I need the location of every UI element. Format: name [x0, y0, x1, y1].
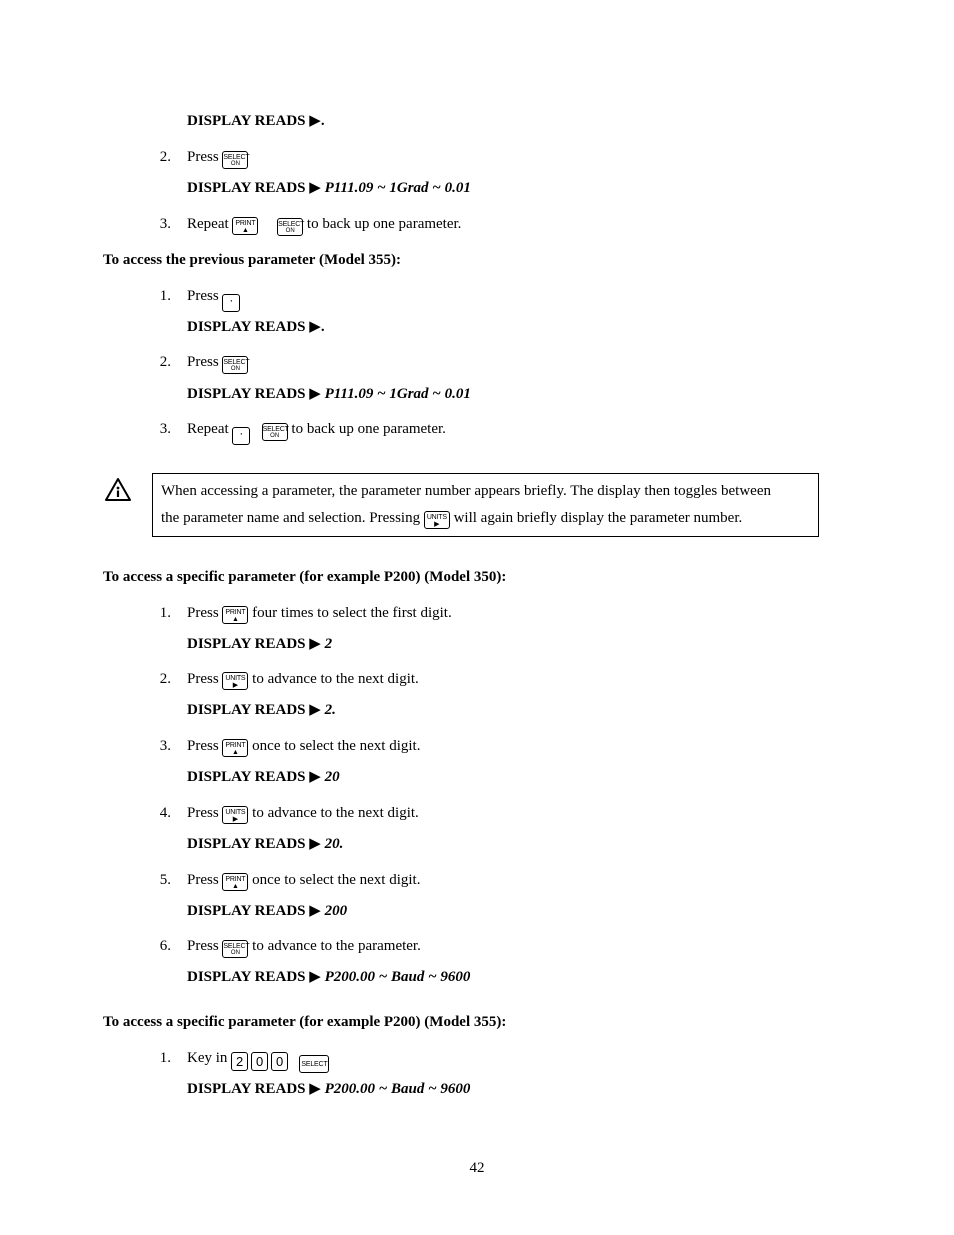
select-key[interactable]: SELECT ON	[222, 151, 248, 169]
display-reads-line: DISPLAY READS ▶ P111.09 ~ 1Grad ~ 0.01	[187, 180, 471, 196]
note-line: When accessing a parameter, the parameter number appears briefly. The display then toggles between	[161, 483, 771, 499]
display-reads-line: DISPLAY READS ▶.	[187, 113, 325, 129]
display-reads-line: DISPLAY READS ▶ 20.	[187, 836, 344, 852]
units-key[interactable]: UNITS ▶	[424, 511, 450, 529]
decimal-point-key[interactable]: ·	[232, 427, 250, 445]
units-key[interactable]: UNITS ▶	[222, 672, 248, 690]
info-warning-icon	[104, 477, 132, 503]
display-reads-line: DISPLAY READS ▶ 2.	[187, 702, 336, 718]
display-reads-line: DISPLAY READS ▶ P111.09 ~ 1Grad ~ 0.01	[187, 386, 471, 402]
select-key[interactable]: SELECT ON	[277, 218, 303, 236]
section-heading: To access a specific parameter (for example P200) (Model 355):	[103, 1014, 507, 1030]
print-key[interactable]: PRINT ▲	[222, 606, 248, 624]
digit-0-key[interactable]: 0	[251, 1052, 268, 1071]
note-line: the parameter name and selection. Pressing UNITS ▶ will again briefly display the parameter number.	[161, 510, 743, 528]
display-reads-line: DISPLAY READS ▶ 2	[187, 636, 333, 652]
digit-2-key[interactable]: 2	[231, 1052, 248, 1071]
display-reads-line: DISPLAY READS ▶ 200	[187, 903, 348, 919]
display-reads-line: DISPLAY READS ▶ 20	[187, 769, 340, 785]
manual-page: DISPLAY READS ▶. 2. Press SELECT ON DISPLAY READS ▶ P111.09 ~ 1Grad ~ 0.01 3. Repeat PRINT ▲ SELECT ON to back up one parameter. To access the previous parameter (Model 355): 1. Press · DISPLAY READS ▶. 2. Press SELECT ON DISPLAY READS ▶ P111.09 ~ 1Grad ~ 0.01 3. Repeat · SELECT ON to back up one parameter. When accessing a parameter, the parameter number appears briefly. The display then toggles between the parameter name and selection. Pressing UNITS ▶ will again briefly display the parameter number. To access a specific parameter (for example P200) (Model 350): 1. Press PRINT ▲ four times to select the first digit. DISPLAY READS ▶ 2 2. Press UNITS ▶ to advance to the next digit. DISPLAY READS ▶ 2. 3. Press PRINT ▲ once to select the next digit. DISPLAY READS ▶ 20 4. Press UNITS ▶ to advance to the next digit. DISPLAY READS ▶ 20. 5. Press PRINT ▲ once to select the next digit. DISPLAY READS ▶ 200 6. Press SELECT ON to advance to the parameter. DISPLAY READS ▶ P200.00 ~ Baud ~ 9600 To access a specific parameter (for example P200) (Model 355): 1. Key in 2 0 0 SELECT DISPLAY READS ▶ P200.00 ~ Baud ~ 9600 42	[0, 0, 954, 1235]
print-key[interactable]: PRINT ▲	[232, 217, 258, 235]
display-reads-line: DISPLAY READS ▶ P200.00 ~ Baud ~ 9600	[187, 1081, 471, 1097]
display-reads-line: DISPLAY READS ▶ P200.00 ~ Baud ~ 9600	[187, 969, 471, 985]
section-heading: To access a specific parameter (for example P200) (Model 350):	[103, 569, 507, 585]
print-key[interactable]: PRINT ▲	[222, 873, 248, 891]
select-key[interactable]: SELECT	[299, 1055, 329, 1073]
page-number: 42	[469, 1160, 485, 1176]
select-key[interactable]: SELECT ON	[262, 423, 288, 441]
info-note-box	[152, 473, 819, 537]
display-reads-line: DISPLAY READS ▶.	[187, 319, 325, 335]
digit-0-key[interactable]: 0	[271, 1052, 288, 1071]
select-key[interactable]: SELECT ON	[222, 356, 248, 374]
select-key[interactable]: SELECT ON	[222, 940, 248, 958]
decimal-point-key[interactable]: ·	[222, 294, 240, 312]
units-key[interactable]: UNITS ▶	[222, 806, 248, 824]
print-key[interactable]: PRINT ▲	[222, 739, 248, 757]
section-heading: To access the previous parameter (Model 355):	[103, 252, 402, 268]
